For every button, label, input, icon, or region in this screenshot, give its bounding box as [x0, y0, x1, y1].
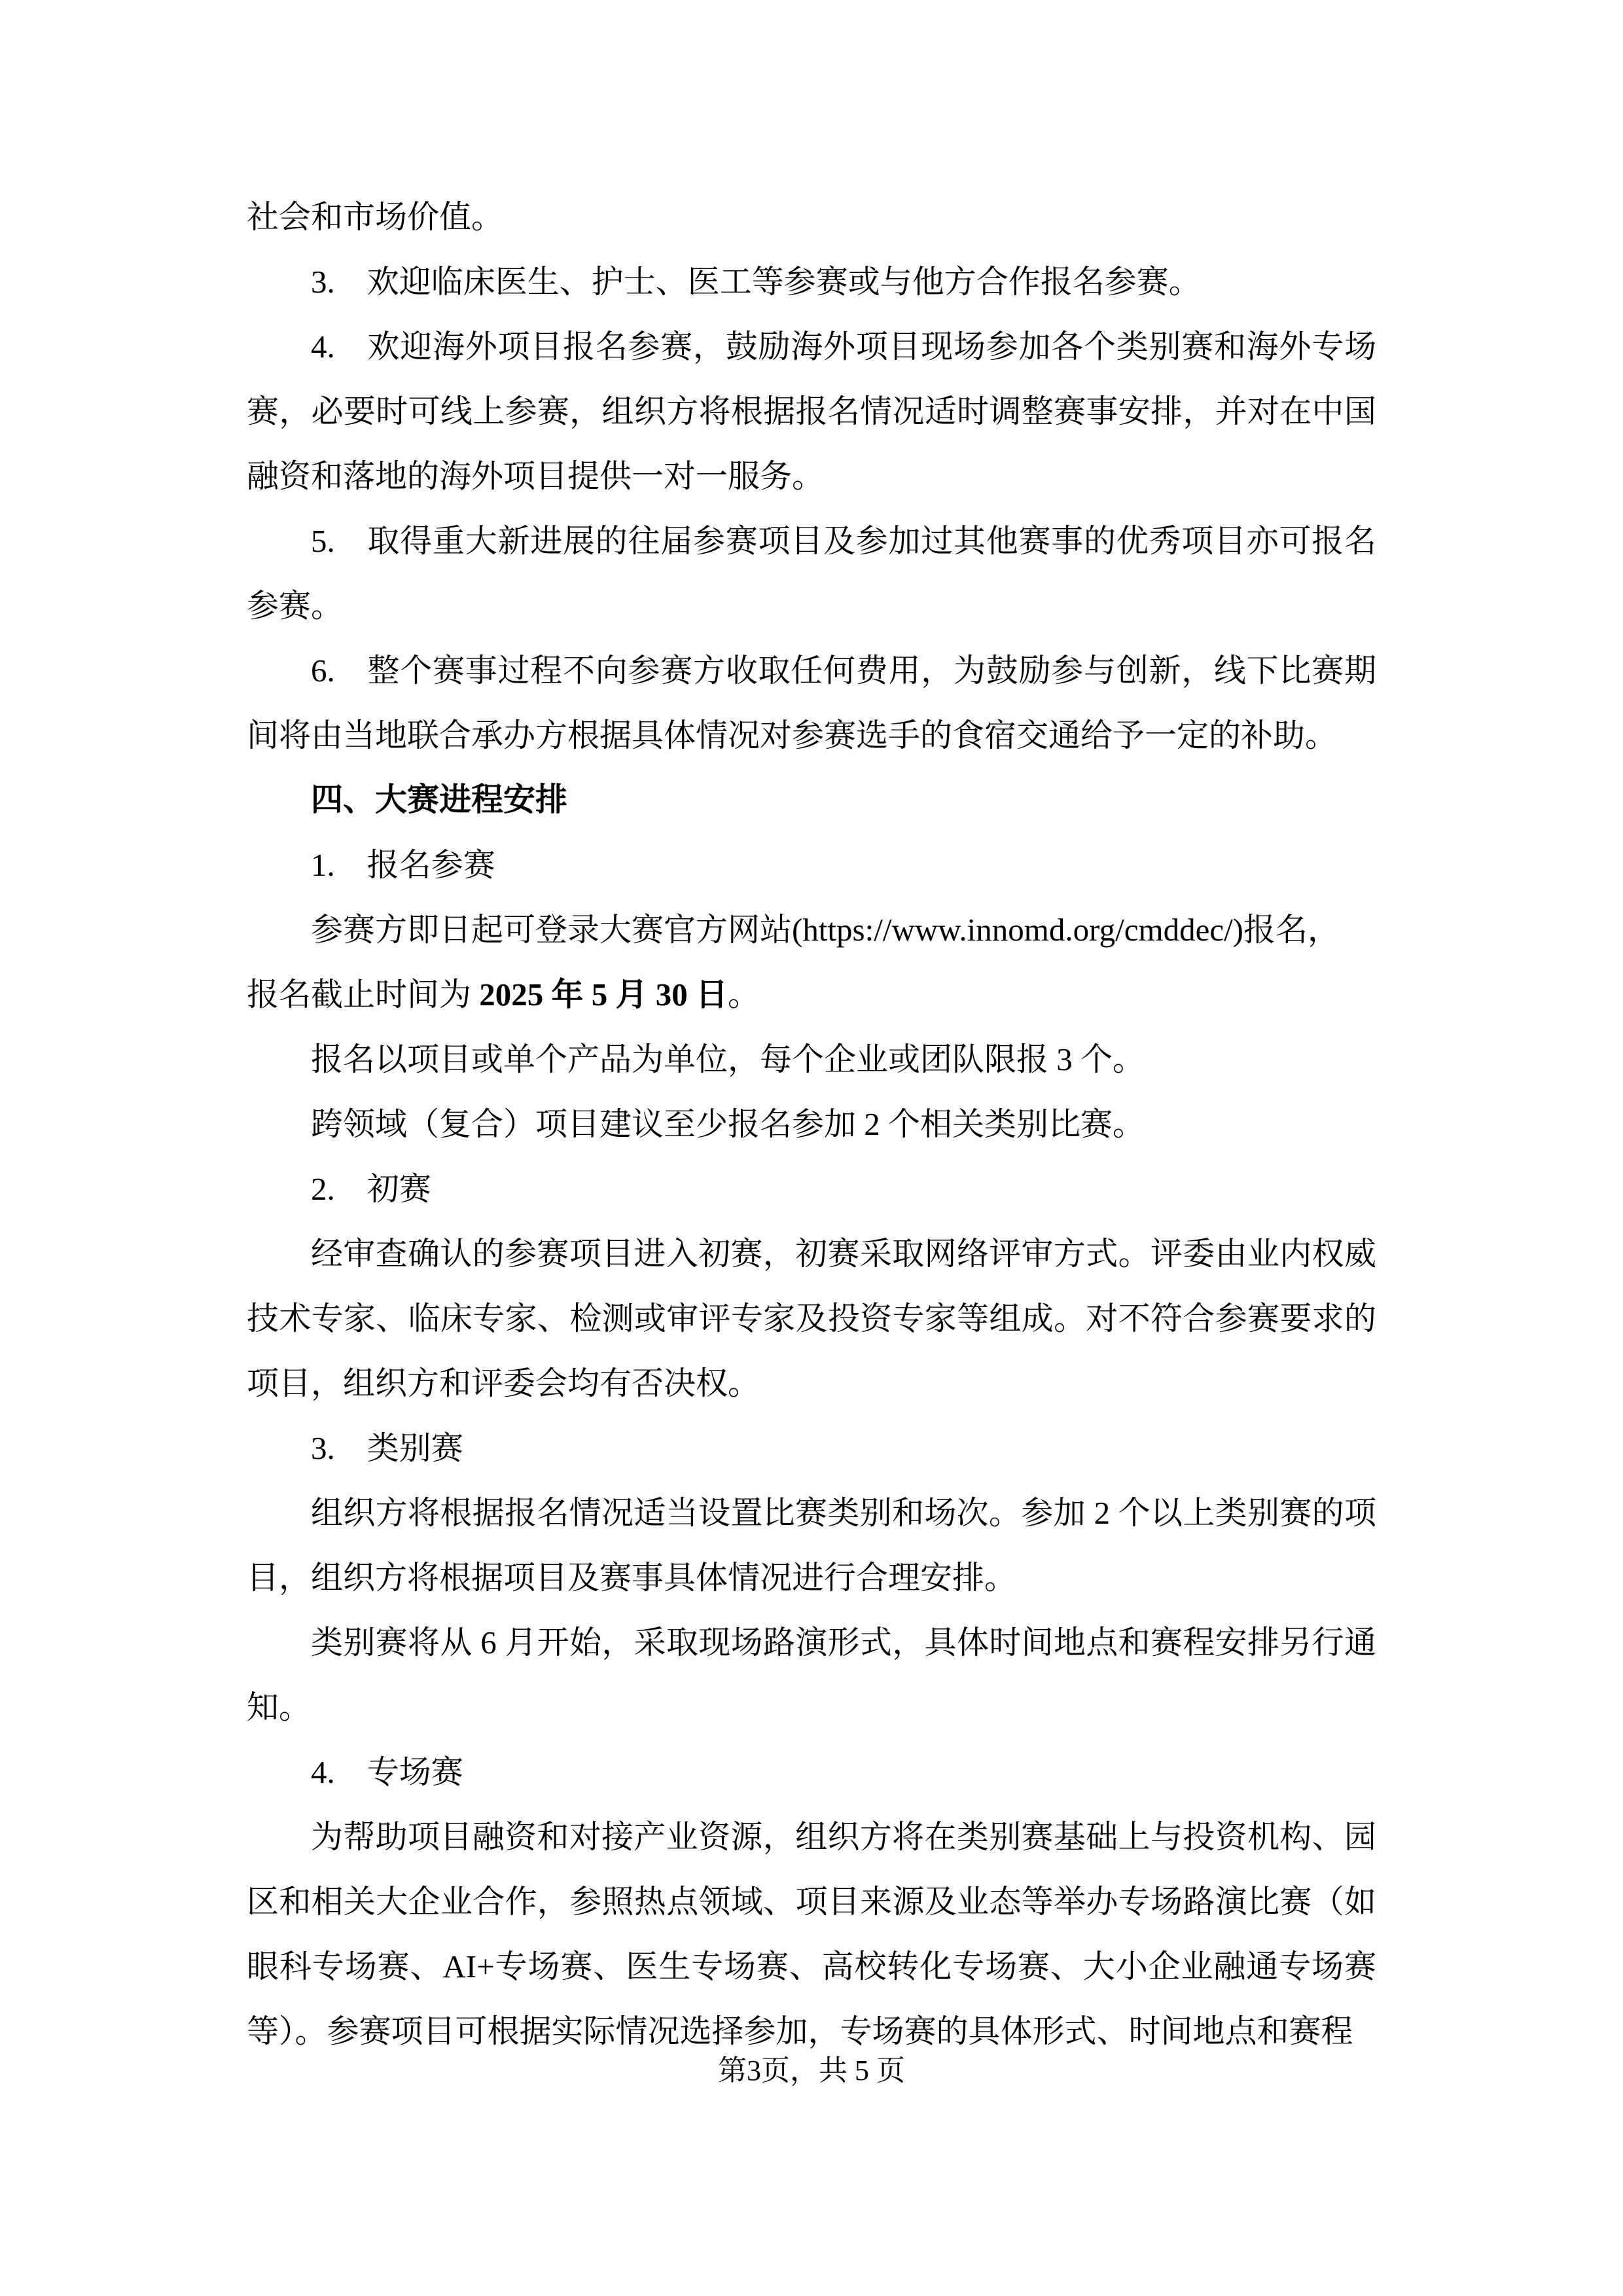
paragraph — [247, 185, 1376, 249]
paragraph — [247, 1480, 1376, 1610]
paragraph — [247, 314, 1376, 509]
text-run: 6. 整个赛事过程不向参赛方收取任何费用，为鼓励参与创新，线下比赛期间将由当地联合承办方根据具体情况对参赛选手的食宿交通给予一定的补助。 — [247, 653, 1376, 753]
text-run: 四、大赛进程安排 — [311, 782, 568, 817]
paragraph — [247, 897, 1376, 962]
text-run: 报名以项目或单个产品为单位，每个企业或团队限报 3 个。 — [311, 1041, 1145, 1077]
page-footer — [0, 2054, 1623, 2088]
text-run: 参赛方即日起可登录大赛官方网站(https://www.innomd.org/cmddec/)报名， — [311, 912, 1340, 948]
text-run: 经审查确认的参赛项目进入初赛，初赛采取网络评审方式。评委由业内权威技术专家、临床专家、检测或审评专家及投资专家等组成。对不符合参赛要求的项目，组织方和评委会均有否决权。 — [247, 1236, 1376, 1401]
paragraph — [247, 249, 1376, 314]
paragraph — [247, 1610, 1376, 1740]
text-run: 3. 欢迎临床医生、护士、医工等参赛或与他方合作报名参赛。 — [311, 264, 1201, 300]
text-run: 5. 取得重大新进展的往届参赛项目及参加过其他赛事的优秀项目亦可报名参赛。 — [247, 523, 1376, 624]
text-run: 4. 专场赛 — [311, 1754, 463, 1790]
text-run: 。 — [728, 977, 760, 1013]
paragraph — [247, 509, 1376, 638]
text-run: 组织方将根据报名情况适当设置比赛类别和场次。参加 2 个以上类别赛的项目，组织方将根据项目及赛事具体情况进行合理安排。 — [247, 1495, 1376, 1596]
section-heading — [247, 768, 1376, 833]
text-run: 1. 报名参赛 — [311, 847, 495, 883]
document-body — [247, 185, 1376, 2064]
text-run: 报名截止时间为 — [247, 977, 480, 1013]
text-run: 4. 欢迎海外项目报名参赛，鼓励海外项目现场参加各个类别赛和海外专场赛，必要时可线上参赛，组织方将根据报名情况适时调整赛事安排，并对在中国融资和落地的海外项目提供一对一服务。 — [247, 329, 1376, 494]
text-run: 社会和市场价值。 — [247, 199, 504, 235]
text-run: 3. 类别赛 — [311, 1430, 463, 1466]
page-number-text: 第3页，共 5 页 — [718, 2054, 905, 2087]
paragraph — [247, 638, 1376, 768]
paragraph — [247, 962, 1376, 1027]
bold-text: 2025 年 5 月 30 日 — [479, 977, 728, 1013]
paragraph — [247, 833, 1376, 897]
paragraph — [247, 1092, 1376, 1157]
paragraph — [247, 1804, 1376, 2064]
text-run: 类别赛将从 6 月开始，采取现场路演形式，具体时间地点和赛程安排另行通知。 — [247, 1624, 1376, 1725]
paragraph — [247, 1221, 1376, 1416]
paragraph — [247, 1027, 1376, 1092]
paragraph — [247, 1157, 1376, 1221]
text-run: 跨领域（复合）项目建议至少报名参加 2 个相关类别比赛。 — [311, 1106, 1145, 1142]
text-run: 为帮助项目融资和对接产业资源，组织方将在类别赛基础上与投资机构、园区和相关大企业合作，参照热点领域、项目来源及业态等举办专场路演比赛（如眼科专场赛、AI+专场赛、医生专场赛、高校转化专场赛、大小企业融通专场赛等）。参赛项目可根据实际情况选择参加，专场赛的具体形式、时间地点和赛程 — [247, 1819, 1376, 2049]
paragraph — [247, 1740, 1376, 1804]
text-run: 2. 初赛 — [311, 1171, 431, 1207]
paragraph — [247, 1416, 1376, 1480]
